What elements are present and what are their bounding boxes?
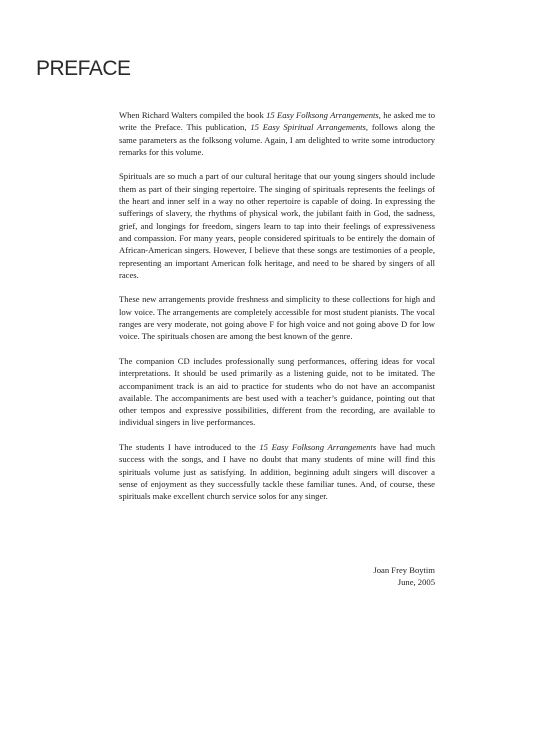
text-run: he asked me to write the Preface. This publication, [119,110,435,133]
paragraph [119,170,435,281]
text-run: follows along the same parameters as the folksong volume. Again, I am delighted to write some introductory remarks for this volume. [119,122,435,157]
text-run: When Richard Walters compiled the book [119,110,267,120]
text-run: These new arrangements provide freshness and simplicity to these collections for high and low voice. The arrangements are completely accessible for most student pianists. The vocal ranges are very moderate, not going above F for high voice and not going above D for low voice. The spirituals chosen are among the best known of the genre. [119,294,435,342]
text-run: have had much success with the songs, and I have no doubt that many students of mine will find this spirituals volume just as satisfying. In addition, beginning adult singers will discover a sense of enjoyment as they successfully tackle these familiar tunes. And, of course, these spirituals make excellent church service solos for any singer. [119,442,435,502]
preface-body [119,109,435,515]
signature-block [373,564,435,589]
signature-date: June, 2005 [397,577,435,588]
paragraph [119,293,435,342]
book-title: 15 Easy Folksong Arrangements [259,442,377,453]
paragraph [119,441,435,502]
text-run: The companion CD includes professionally sung performances, offering ideas for vocal interpretations. It should be used primarily as a listening guide, not to be imitated. The accompaniment track is an aid to practice for students who do not have an accompanist available. The accompaniments are best used with a teacher’s guidance, pointing out that other tempos and expressive possibilities, different from the recording, are available to individual singers in live performances. [119,355,435,428]
book-title: 15 Easy Folksong Arrangements, [266,110,381,120]
text-run: The students I have introduced to the [119,442,260,453]
text-run: Spirituals are so much a part of our cultural heritage that our young singers should include them as part of their singing repertoire. The singing of spirituals represents the feelings of the heart and inner self in a way no other repertoire is capable of doing. In expressing the sufferings of slavery, the rhythms of physical work, the jubilant faith in God, the sadness, grief, and longings for freedom, singers learn to tap into their feelings of expressiveness and compassion. For many years, people considered spirituals to be entirely the domain of African-American singers. However, I believe that these songs are testimonies of a people, representing an important American folk heritage, and need to be shared by singers of all races. [119,171,435,280]
paragraph [119,109,435,158]
paragraph [119,355,435,429]
page-title: PREFACE [36,57,131,80]
book-title: 15 Easy Spiritual Arrangements, [250,122,369,133]
author-name: Joan Frey Boytim [373,565,435,575]
